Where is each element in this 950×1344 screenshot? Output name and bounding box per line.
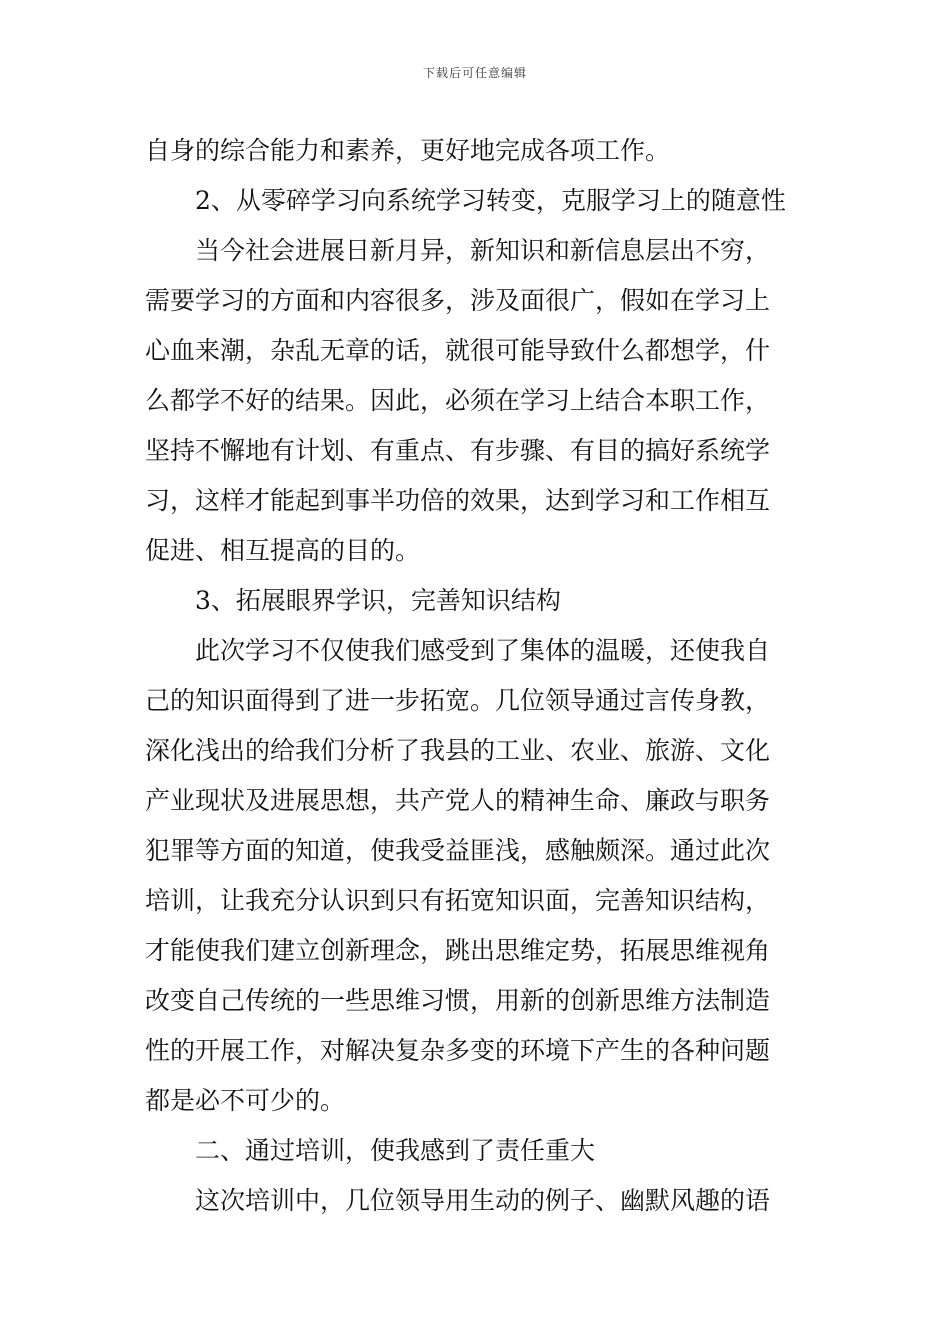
- text-line: 才能使我们建立创新理念，跳出思维定势，拓展思维视角: [145, 936, 771, 965]
- text-line: 这次培训中，几位领导用生动的例子、幽默风趣的语: [195, 1186, 771, 1215]
- text-line: 都是必不可少的。: [145, 1086, 346, 1115]
- document-body: [145, 126, 810, 1226]
- text-line: 心血来潮，杂乱无章的话，就很可能导致什么都想学，什: [145, 336, 771, 365]
- text-line: 2、从零碎学习向系统学习转变，克服学习上的随意性: [195, 186, 786, 215]
- text-line: 自身的综合能力和素养，更好地完成各项工作。: [145, 136, 671, 165]
- text-line: 犯罪等方面的知道，使我受益匪浅，感触颇深。通过此次: [145, 836, 771, 865]
- text-line: 坚持不懈地有计划、有重点、有步骤、有目的搞好系统学: [145, 436, 771, 465]
- text-line: 产业现状及进展思想，共产党人的精神生命、廉政与职务: [145, 786, 771, 815]
- text-line: 促进、相互提高的目的。: [145, 536, 421, 565]
- text-line: 需要学习的方面和内容很多，涉及面很广，假如在学习上: [145, 286, 771, 315]
- text-line: 么都学不好的结果。因此，必须在学习上结合本职工作，: [145, 386, 771, 415]
- page-header: 下载后可任意编辑: [422, 66, 527, 80]
- text-line: 二、通过培训，使我感到了责任重大: [195, 1136, 596, 1165]
- text-line: 性的开展工作，对解决复杂多变的环境下产生的各种问题: [145, 1036, 771, 1065]
- text-line: 此次学习不仅使我们感受到了集体的温暖，还使我自: [195, 636, 771, 665]
- text-line: 当今社会进展日新月异，新知识和新信息层出不穷，: [195, 236, 771, 265]
- text-line: 己的知识面得到了进一步拓宽。几位领导通过言传身教，: [145, 686, 771, 715]
- text-line: 培训，让我充分认识到只有拓宽知识面，完善知识结构，: [145, 886, 771, 915]
- text-line: 深化浅出的给我们分析了我县的工业、农业、旅游、文化: [145, 736, 771, 765]
- text-line: 习，这样才能起到事半功倍的效果，达到学习和工作相互: [145, 486, 771, 515]
- text-line: 3、拓展眼界学识，完善知识结构: [195, 586, 561, 615]
- text-line: 改变自己传统的一些思维习惯，用新的创新思维方法制造: [145, 986, 771, 1015]
